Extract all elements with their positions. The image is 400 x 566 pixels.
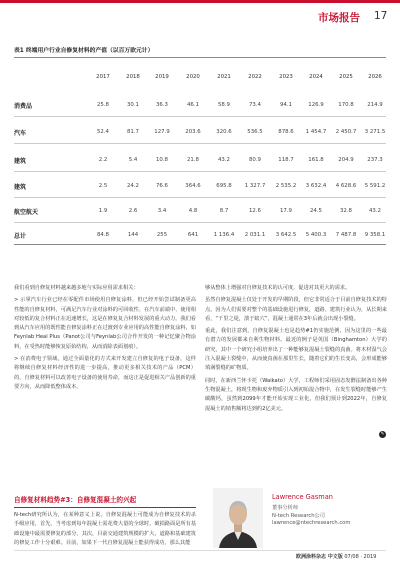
table-cell: 204.9 — [338, 157, 354, 163]
table-top-rule — [14, 57, 386, 58]
footer-rule — [14, 550, 386, 551]
row-label: 总计 — [14, 233, 27, 240]
table-cell: 144 — [127, 232, 139, 238]
table-cell: 36.3 — [155, 102, 168, 108]
table-cell: 3 632.4 — [305, 183, 327, 189]
table-cell: 73.4 — [248, 102, 261, 108]
paragraph: N-tech研究所认为，在某种意义上说，自修复混凝土可能成为自修复技术的杀手级应用，首先，当考虑到每年混凝土需花费大量的全球时，破损路面是所有基础设施中最需要修复的部分，其次，目前交通建筑规模的扩大，道路和基础建筑的修复工作十分艰难。目前，如果下一代自修复混凝土能获得成功，那么其能 — [14, 512, 196, 546]
table-cell: 126.9 — [308, 102, 324, 108]
table-cell: 30.1 — [126, 102, 139, 108]
portrait-photo — [213, 488, 263, 548]
table-cell: 5.4 — [128, 157, 138, 163]
table-cell: 237.3 — [367, 157, 383, 163]
year-header: 2025 — [339, 74, 353, 80]
footer — [296, 553, 376, 560]
table-cell: 536.5 — [247, 129, 263, 135]
table-cell: 8.7 — [219, 208, 229, 214]
header-section-title: 市场报告 — [318, 12, 360, 24]
year-header: 2019 — [155, 74, 169, 80]
paragraph: > 示掌汽车行业已经在零配件市场使用自修复涂料，但已经开始尝试制备更高性能的自修复材料，可满足汽车行业对涂料的可回收性、在汽车前端中、使用相对较低的复合材料正在迅速增长，这是在修复复合材料发展的重大动力。我们看到从汽车应用的既性能自修复涂料正在过渡到专业应用的高性能自修复涂料，如Feynlab Heal Plus（Panot公司与Feynlab公司合作开发的一种记忆聚合物涂料，在受热时能够恢复原始结构，从而消除表面划痕）。 — [14, 297, 196, 350]
table-cell: 25.8 — [96, 102, 109, 108]
row-divider — [14, 222, 386, 223]
section-heading: 自修复材料趋势#3：自修复混凝土的兴起 — [14, 496, 137, 504]
year-header: 2018 — [126, 74, 140, 80]
table-cell: 1 454.7 — [305, 129, 327, 135]
row-label: 建筑 — [14, 184, 27, 191]
table-cell: 641 — [187, 232, 199, 238]
paragraph: 够从整体上增强对自修复技术的认可度，促进对其更大的需求。 — [205, 285, 351, 291]
year-header: 2020 — [186, 74, 200, 80]
table-cell: 161.8 — [308, 157, 324, 163]
footer-issue: 07/08 · 2019 — [344, 554, 377, 560]
row-divider — [14, 116, 386, 117]
row-label: 建筑 — [14, 158, 27, 165]
row-divider — [14, 171, 386, 172]
table-cell: 58.9 — [217, 102, 230, 108]
table-cell: 320.6 — [216, 129, 232, 135]
year-header: 2026 — [368, 74, 382, 80]
year-header: 2022 — [248, 74, 262, 80]
table-cell: 214.9 — [367, 102, 383, 108]
table-cell: 5 591.2 — [364, 183, 386, 189]
table-cell: 21.8 — [186, 157, 199, 163]
table-cell: 80.9 — [248, 157, 261, 163]
table-cell: 84.8 — [96, 232, 109, 238]
author-name: Lawrence Gasman — [272, 493, 333, 501]
row-label: 消费品 — [14, 103, 33, 110]
table-cell: 32.8 — [339, 208, 352, 214]
table-cell: 2 450.7 — [335, 129, 357, 135]
table-cell: 9 358.1 — [364, 232, 386, 238]
table-cell: 1 327.7 — [244, 183, 266, 189]
paragraph: > 在消费电子领域，通过全面量化的方式来开发建立自修复的电子设备，这样将继续自修复材料经济性的进一步提高，推动更多相关技术的产品（PCM）的，自修复材料可以改善电子设备的使用寿命，而这正是促进相关产品创新的重要方向，从而降低整体成本。 — [14, 356, 196, 390]
table-cell: 76.6 — [155, 183, 168, 189]
table-cell: 3 642.5 — [275, 232, 297, 238]
top-accent-rule — [0, 0, 400, 3]
table-cell: 24.2 — [126, 183, 139, 189]
year-header: 2024 — [309, 74, 323, 80]
table-cell: 24.5 — [309, 208, 322, 214]
table-cell: 43.2 — [217, 157, 230, 163]
body-column-left-lower — [14, 511, 196, 548]
table-cell: 2 031.1 — [244, 232, 266, 238]
table-cell: 52.4 — [96, 129, 109, 135]
table-cell: 203.6 — [185, 129, 201, 135]
table-cell: 255 — [156, 232, 168, 238]
table-cell: 12.6 — [248, 208, 261, 214]
footer-publication: 欧洲涂料杂志 中文版 — [296, 554, 343, 560]
section-heading-rule — [14, 507, 196, 508]
paragraph: 虽然自修复混凝土仅处于开发的早期阶段，但它非常适合于目前自修复技术的特点。因为人们需要对整个的基础设施进行修复，道路、建筑行业认为，从长期来看，“千里之堤，溃于蚁穴”，混凝土通常在3年后就会出现小裂缝。 — [205, 297, 387, 322]
table-cell: 46.1 — [186, 102, 199, 108]
table-cell: 695.8 — [216, 183, 232, 189]
table-cell: 7 487.8 — [335, 232, 357, 238]
page-number: 17 — [374, 10, 388, 22]
year-header: 2021 — [217, 74, 231, 80]
table-cell: 170.8 — [338, 102, 354, 108]
author-title: 董事分析师 — [272, 505, 298, 511]
row-divider — [14, 143, 386, 144]
table-cell: 1.9 — [98, 208, 108, 214]
year-header: 2017 — [96, 74, 110, 80]
table-cell: 2.5 — [98, 183, 108, 189]
table-cell: 5 400.3 — [305, 232, 327, 238]
row-label: 汽车 — [14, 130, 27, 137]
table-cell: 2.6 — [128, 208, 138, 214]
paragraph: 重此，我们注意到，自修复混凝土也是趋势#1仍实施范例，因为这里的一些最有潜力的发展都来自利生物材料。最近的例子是英国（Binghamton）大学的研究，其中一个研究小组培养出了一种能够复混凝土裂缝的真菌。将木材湿气会注入混凝土裂缝中，从而使真菌在那里生长，随着它们的生长变高，会形成能够填满裂缝的矿物质。 — [205, 328, 387, 372]
table-cell: 17.9 — [279, 208, 292, 214]
author-portrait — [213, 488, 263, 548]
table-cell: 3.4 — [157, 208, 167, 214]
table-cell: 94.1 — [279, 102, 292, 108]
table-cell: 3 271.5 — [364, 129, 386, 135]
table-caption: 表1 终端用户行业自修复材料的产值（以百万欧元计） — [14, 48, 154, 54]
paragraph: 我们看到自修复材料越来越多地与实际应用需求相关： — [14, 285, 139, 291]
body-column-left — [14, 284, 196, 392]
table-cell: 118.7 — [278, 157, 294, 163]
end-of-article-icon: ✎ — [380, 432, 385, 437]
row-label: 航空航天 — [14, 209, 39, 216]
table-cell: 81.7 — [126, 129, 139, 135]
row-divider — [14, 197, 386, 198]
table-cell: 10.8 — [155, 157, 168, 163]
paragraph: 同时，在新西兰怀卡托（Waikato）大学，工程师们采用固态发酵法制备出各种生物混凝土，将现生物和废弃物质引入到初始混合物中，在发生裂缝时能够产生碳酸钙，虽然到2099年才能开始实现工业化，但我们预计到2022年，自修复混凝土的销售额将达到约2亿美元。 — [205, 377, 387, 412]
table-cell: 4 628.6 — [335, 183, 357, 189]
table-cell: 127.9 — [154, 129, 170, 135]
table-cell: 364.6 — [185, 183, 201, 189]
body-column-right — [205, 284, 387, 414]
year-header: 2023 — [279, 74, 293, 80]
table-cell: 2.2 — [98, 157, 108, 163]
author-company: N-tech Research公司 — [272, 513, 325, 519]
table-cell: 878.6 — [278, 129, 294, 135]
table-cell: 43.2 — [368, 208, 381, 214]
table-bottom-rule — [14, 244, 386, 245]
table-cell: 4.8 — [188, 208, 198, 214]
table-cell: 2 535.2 — [275, 183, 297, 189]
table-cell: 1 136.4 — [213, 232, 235, 238]
author-email[interactable]: lawrence@ntechresearch.com — [272, 520, 351, 526]
